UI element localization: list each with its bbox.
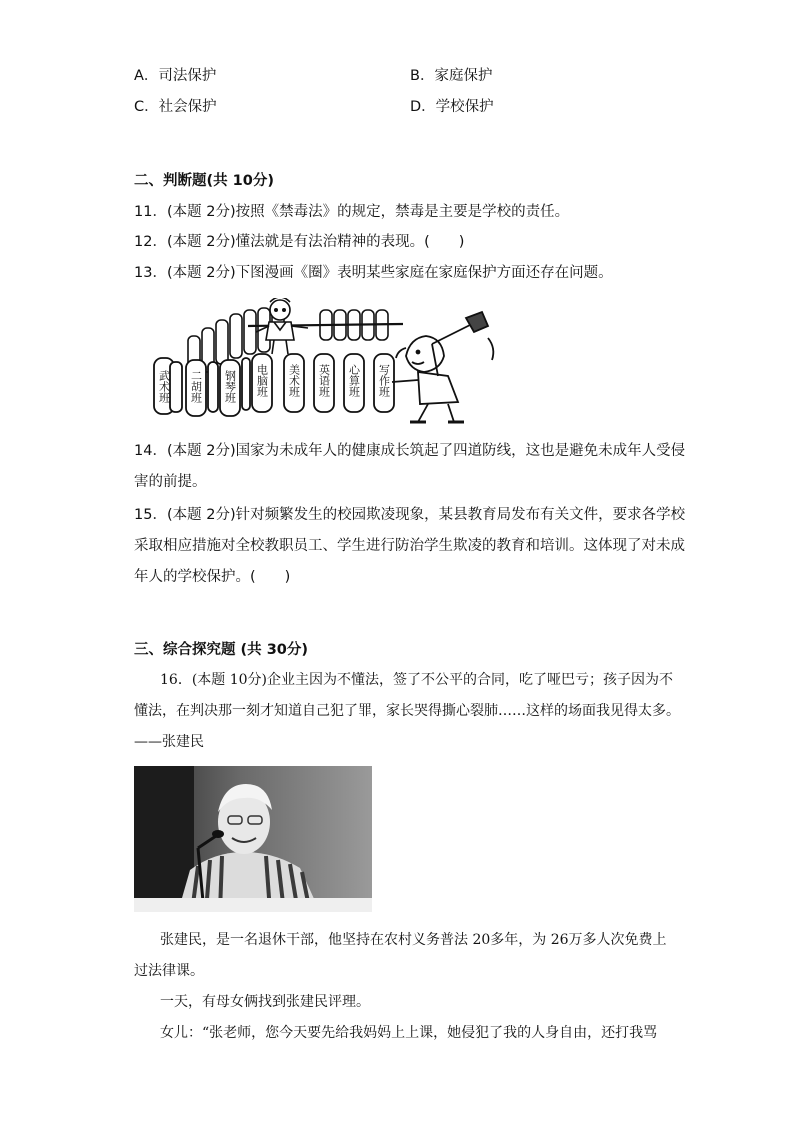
question-16-attribution: ——张建民 [134, 734, 204, 750]
speaker-photo [134, 766, 372, 912]
class-label: 钢琴班 [223, 370, 237, 403]
class-label: 英语班 [317, 364, 331, 397]
paragraph-3: 女儿：“张老师，您今天要先给我妈妈上上课，她侵犯了我的人身自由，还打我骂 [160, 1025, 658, 1041]
question-13: 13．(本题 2分)下图漫画《圈》表明某些家庭在家庭保护方面还存在问题。 [134, 265, 613, 281]
question-14-line-2: 害的前提。 [134, 474, 207, 490]
paragraph-2: 一天，有母女俩找到张建民评理。 [160, 994, 370, 1010]
section-3-title: 三、综合探究题 (共 30分) [134, 642, 309, 658]
class-label: 心算班 [347, 364, 361, 397]
class-label: 电脑班 [255, 364, 269, 397]
adult-figure [392, 312, 493, 422]
section-2-title: 二、判断题(共 10分) [134, 173, 274, 189]
question-12: 12．(本题 2分)懂法就是有法治精神的表现。( ) [134, 234, 465, 250]
paragraph-1-line-1: 张建民，是一名退休干部，他坚持在农村义务普法 20多年，为 26万多人次免费上 [160, 932, 667, 948]
class-label: 二胡班 [189, 370, 203, 403]
option-a: A．司法保护 [134, 68, 217, 84]
option-d: D．学校保护 [410, 99, 494, 115]
question-14-line-1: 14．(本题 2分)国家为未成年人的健康成长筑起了四道防线，这也是避免未成年人受侵 [134, 443, 686, 459]
option-b: B．家庭保护 [410, 68, 493, 84]
question-16-line-1: 16．(本题 10分)企业主因为不懂法，签了不公平的合同，吃了哑巴亏；孩子因为不 [160, 672, 674, 688]
option-c: C．社会保护 [134, 99, 217, 115]
question-15-line-3: 年人的学校保护。( ) [134, 569, 291, 585]
question-11: 11．(本题 2分)按照《禁毒法》的规定，禁毒是主要是学校的责任。 [134, 204, 570, 220]
question-16-line-2: 懂法，在判决那一刻才知道自己犯了罪，家长哭得撕心裂肺……这样的场面我见得太多。 [134, 703, 680, 719]
class-label: 美术班 [287, 364, 301, 397]
class-label: 武术班 [157, 370, 171, 403]
question-15-line-1: 15．(本题 2分)针对频繁发生的校园欺凌现象，某县教育局发布有关文件，要求各学校 [134, 507, 686, 523]
class-label: 写作班 [377, 364, 391, 397]
paragraph-1-line-2: 过法律课。 [134, 963, 204, 979]
question-15-line-2: 采取相应措施对全校教职员工、学生进行防治学生欺凌的教育和培训。这体现了对未成 [134, 538, 685, 554]
cartoon-circle-image [148, 298, 500, 430]
